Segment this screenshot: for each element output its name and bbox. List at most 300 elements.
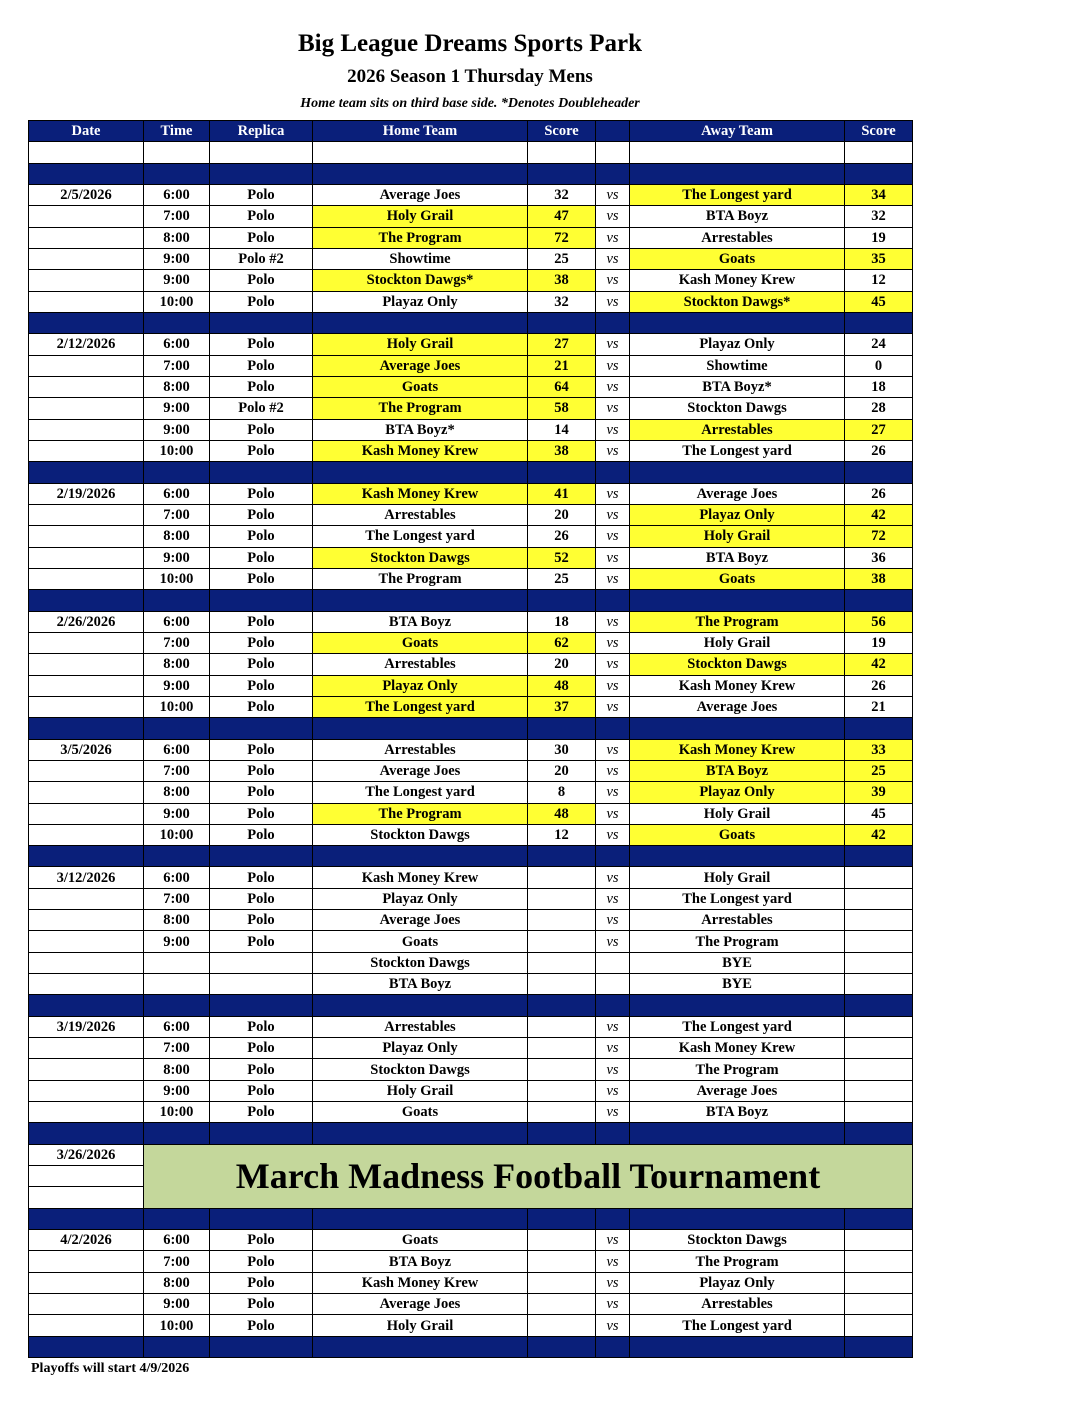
- empty-cell: [29, 995, 144, 1016]
- field-name: Polo: [210, 632, 313, 653]
- table-header-row: [29, 121, 913, 142]
- empty-cell: [29, 824, 144, 845]
- tournament-banner: March Madness Football Tournament: [144, 1144, 913, 1208]
- game-time: 10:00: [144, 696, 210, 717]
- home-score: [528, 910, 596, 931]
- home-team: Showtime: [313, 248, 528, 269]
- field-name: Polo: [210, 1016, 313, 1037]
- home-team: The Program: [313, 398, 528, 419]
- footer-note: Playoffs will start 4/9/2026: [31, 1361, 190, 1376]
- home-score: 37: [528, 696, 596, 717]
- away-score: [845, 1251, 913, 1272]
- away-team: The Program: [630, 1059, 845, 1080]
- empty-cell: [630, 1123, 845, 1144]
- home-score: [528, 1080, 596, 1101]
- empty-cell: [29, 931, 144, 952]
- home-team: Average Joes: [313, 355, 528, 376]
- away-team: Stockton Dawgs*: [630, 291, 845, 312]
- field-name: Polo: [210, 1102, 313, 1123]
- away-score: [845, 1315, 913, 1336]
- home-team: Average Joes: [313, 910, 528, 931]
- week-date: 3/19/2026: [29, 1016, 144, 1037]
- away-score: [845, 1230, 913, 1251]
- empty-cell: [630, 312, 845, 333]
- home-score: 12: [528, 824, 596, 845]
- game-time: 7:00: [144, 504, 210, 525]
- vs-label: vs: [596, 504, 630, 525]
- game-time: 7:00: [144, 632, 210, 653]
- col-header-vs: [596, 121, 630, 142]
- field-name: Polo: [210, 206, 313, 227]
- away-team: The Longest yard: [630, 888, 845, 909]
- home-score: 26: [528, 526, 596, 547]
- away-team: Holy Grail: [630, 803, 845, 824]
- game-time: 6:00: [144, 1230, 210, 1251]
- away-team: BTA Boyz: [630, 547, 845, 568]
- empty-cell: [29, 270, 144, 291]
- away-score: 33: [845, 739, 913, 760]
- home-score: 62: [528, 632, 596, 653]
- away-score: [845, 1294, 913, 1315]
- week-separator: [29, 590, 913, 611]
- empty-cell: [845, 1208, 913, 1229]
- field-name: Polo: [210, 1080, 313, 1101]
- empty-cell: [29, 462, 144, 483]
- empty-cell: [630, 462, 845, 483]
- empty-cell: [29, 440, 144, 461]
- empty-cell: [210, 718, 313, 739]
- away-team: BTA Boyz: [630, 760, 845, 781]
- empty-cell: [29, 504, 144, 525]
- game-time: 8:00: [144, 654, 210, 675]
- vs-label: vs: [596, 654, 630, 675]
- vs-label: vs: [596, 1315, 630, 1336]
- home-score: 38: [528, 440, 596, 461]
- empty-cell: [29, 910, 144, 931]
- game-row: [29, 888, 913, 909]
- empty-cell: [29, 376, 144, 397]
- vs-label: vs: [596, 910, 630, 931]
- field-name: [210, 974, 313, 995]
- vs-label: vs: [596, 1251, 630, 1272]
- empty-cell: [313, 163, 528, 184]
- vs-label: vs: [596, 483, 630, 504]
- away-score: 0: [845, 355, 913, 376]
- away-team: Kash Money Krew: [630, 675, 845, 696]
- away-team: The Program: [630, 1251, 845, 1272]
- home-team: Playaz Only: [313, 1038, 528, 1059]
- empty-cell: [29, 1166, 144, 1187]
- field-name: Polo: [210, 1038, 313, 1059]
- vs-label: vs: [596, 1059, 630, 1080]
- home-team: Goats: [313, 376, 528, 397]
- home-team: Stockton Dawgs: [313, 547, 528, 568]
- vs-label: [596, 952, 630, 973]
- empty-cell: [210, 312, 313, 333]
- week-separator: [29, 718, 913, 739]
- vs-label: vs: [596, 334, 630, 355]
- vs-label: vs: [596, 547, 630, 568]
- game-time: 9:00: [144, 1080, 210, 1101]
- empty-cell: [845, 590, 913, 611]
- empty-cell: [29, 142, 144, 163]
- game-row: [29, 696, 913, 717]
- game-time: [144, 974, 210, 995]
- field-name: Polo: [210, 1294, 313, 1315]
- game-time: 8:00: [144, 1272, 210, 1293]
- vs-label: vs: [596, 632, 630, 653]
- away-team: The Program: [630, 611, 845, 632]
- game-row: [29, 1230, 913, 1251]
- game-time: 9:00: [144, 248, 210, 269]
- away-score: 36: [845, 547, 913, 568]
- home-team: The Longest yard: [313, 526, 528, 547]
- empty-cell: [29, 1102, 144, 1123]
- game-time: 9:00: [144, 803, 210, 824]
- home-team: Average Joes: [313, 1294, 528, 1315]
- vs-label: vs: [596, 270, 630, 291]
- home-team: Kash Money Krew: [313, 1272, 528, 1293]
- game-row: [29, 1294, 913, 1315]
- game-row: [29, 1016, 913, 1037]
- home-team: Arrestables: [313, 654, 528, 675]
- field-name: Polo: [210, 782, 313, 803]
- home-team: The Program: [313, 227, 528, 248]
- away-team: Stockton Dawgs: [630, 654, 845, 675]
- empty-cell: [29, 782, 144, 803]
- empty-cell: [313, 995, 528, 1016]
- week-separator: [29, 312, 913, 333]
- game-time: 10:00: [144, 1102, 210, 1123]
- away-team: Playaz Only: [630, 504, 845, 525]
- vs-label: vs: [596, 1102, 630, 1123]
- home-team: Kash Money Krew: [313, 867, 528, 888]
- home-score: 47: [528, 206, 596, 227]
- home-score: [528, 1102, 596, 1123]
- home-team: BTA Boyz*: [313, 419, 528, 440]
- field-name: Polo: [210, 910, 313, 931]
- col-header-away-team: Away Team: [630, 121, 845, 142]
- game-row: [29, 334, 913, 355]
- empty-cell: [596, 590, 630, 611]
- game-time: 8:00: [144, 227, 210, 248]
- home-score: 32: [528, 291, 596, 312]
- away-team: Average Joes: [630, 696, 845, 717]
- empty-cell: [596, 163, 630, 184]
- home-team: The Program: [313, 568, 528, 589]
- empty-cell: [845, 995, 913, 1016]
- away-score: 39: [845, 782, 913, 803]
- empty-cell: [313, 462, 528, 483]
- game-row: [29, 910, 913, 931]
- away-team: Holy Grail: [630, 526, 845, 547]
- home-score: [528, 974, 596, 995]
- empty-cell: [596, 312, 630, 333]
- field-name: Polo #2: [210, 248, 313, 269]
- empty-cell: [313, 718, 528, 739]
- empty-cell: [29, 760, 144, 781]
- away-team: BTA Boyz*: [630, 376, 845, 397]
- home-score: 21: [528, 355, 596, 376]
- game-time: 6:00: [144, 1016, 210, 1037]
- empty-cell: [528, 312, 596, 333]
- field-name: Polo: [210, 547, 313, 568]
- home-team: The Longest yard: [313, 782, 528, 803]
- vs-label: vs: [596, 1230, 630, 1251]
- home-team: Holy Grail: [313, 1315, 528, 1336]
- game-time: 10:00: [144, 1315, 210, 1336]
- empty-cell: [210, 995, 313, 1016]
- empty-cell: [29, 952, 144, 973]
- vs-label: vs: [596, 824, 630, 845]
- field-name: Polo: [210, 760, 313, 781]
- game-row: [29, 547, 913, 568]
- empty-cell: [528, 163, 596, 184]
- away-team: Kash Money Krew: [630, 1038, 845, 1059]
- away-score: [845, 888, 913, 909]
- game-time: 6:00: [144, 611, 210, 632]
- empty-cell: [596, 995, 630, 1016]
- home-team: The Program: [313, 803, 528, 824]
- game-row: [29, 270, 913, 291]
- vs-label: vs: [596, 184, 630, 205]
- empty-cell: [210, 462, 313, 483]
- away-score: [845, 974, 913, 995]
- empty-cell: [528, 462, 596, 483]
- game-time: 10:00: [144, 824, 210, 845]
- page-subtitle: 2026 Season 1 Thursday Mens: [347, 66, 593, 87]
- away-team: BYE: [630, 952, 845, 973]
- vs-label: vs: [596, 526, 630, 547]
- empty-cell: [29, 291, 144, 312]
- away-score: 24: [845, 334, 913, 355]
- home-score: 52: [528, 547, 596, 568]
- vs-label: vs: [596, 248, 630, 269]
- game-row: [29, 931, 913, 952]
- home-team: Goats: [313, 1230, 528, 1251]
- week-date: 2/26/2026: [29, 611, 144, 632]
- col-header-home-score: Score: [528, 121, 596, 142]
- away-score: [845, 1080, 913, 1101]
- blank-row: [29, 142, 913, 163]
- home-score: 18: [528, 611, 596, 632]
- page-title: Big League Dreams Sports Park: [298, 30, 642, 57]
- away-team: The Longest yard: [630, 1315, 845, 1336]
- empty-cell: [845, 1123, 913, 1144]
- away-score: [845, 1059, 913, 1080]
- empty-cell: [596, 142, 630, 163]
- game-time: 7:00: [144, 355, 210, 376]
- game-time: 6:00: [144, 867, 210, 888]
- week-separator: [29, 462, 913, 483]
- game-row: [29, 355, 913, 376]
- away-team: Goats: [630, 568, 845, 589]
- game-row: [29, 952, 913, 973]
- empty-cell: [29, 1080, 144, 1101]
- field-name: Polo: [210, 867, 313, 888]
- schedule-note: Home team sits on third base side. *Denotes Doubleheader: [300, 96, 640, 111]
- field-name: Polo: [210, 184, 313, 205]
- empty-cell: [528, 846, 596, 867]
- field-name: Polo: [210, 1315, 313, 1336]
- game-time: 9:00: [144, 398, 210, 419]
- away-score: 12: [845, 270, 913, 291]
- game-time: 10:00: [144, 291, 210, 312]
- empty-cell: [144, 1208, 210, 1229]
- away-score: 72: [845, 526, 913, 547]
- game-row: [29, 398, 913, 419]
- away-score: 32: [845, 206, 913, 227]
- game-row: [29, 206, 913, 227]
- away-score: [845, 1038, 913, 1059]
- game-time: 9:00: [144, 270, 210, 291]
- empty-cell: [29, 206, 144, 227]
- game-time: 8:00: [144, 910, 210, 931]
- game-row: [29, 504, 913, 525]
- col-header-replica: Replica: [210, 121, 313, 142]
- week-date: 3/12/2026: [29, 867, 144, 888]
- empty-cell: [144, 142, 210, 163]
- empty-cell: [29, 248, 144, 269]
- vs-label: vs: [596, 867, 630, 888]
- home-team: Average Joes: [313, 184, 528, 205]
- empty-cell: [313, 1123, 528, 1144]
- field-name: Polo: [210, 504, 313, 525]
- game-time: 6:00: [144, 334, 210, 355]
- field-name: Polo: [210, 675, 313, 696]
- away-score: [845, 931, 913, 952]
- week-separator: [29, 995, 913, 1016]
- game-row: [29, 1038, 913, 1059]
- away-score: 35: [845, 248, 913, 269]
- empty-cell: [596, 1123, 630, 1144]
- empty-cell: [29, 888, 144, 909]
- field-name: Polo: [210, 355, 313, 376]
- week-separator: [29, 1336, 913, 1357]
- home-team: Stockton Dawgs: [313, 1059, 528, 1080]
- home-team: Average Joes: [313, 760, 528, 781]
- game-row: [29, 1251, 913, 1272]
- game-time: 7:00: [144, 1038, 210, 1059]
- home-team: Goats: [313, 931, 528, 952]
- week-date: 2/12/2026: [29, 334, 144, 355]
- game-time: 7:00: [144, 1251, 210, 1272]
- game-row: [29, 1102, 913, 1123]
- empty-cell: [313, 312, 528, 333]
- game-row: [29, 782, 913, 803]
- empty-cell: [29, 312, 144, 333]
- away-team: Showtime: [630, 355, 845, 376]
- empty-cell: [29, 974, 144, 995]
- empty-cell: [630, 1336, 845, 1357]
- away-team: Holy Grail: [630, 867, 845, 888]
- away-score: [845, 910, 913, 931]
- empty-cell: [144, 1123, 210, 1144]
- field-name: Polo: [210, 1272, 313, 1293]
- empty-cell: [596, 1336, 630, 1357]
- vs-label: vs: [596, 760, 630, 781]
- game-time: 6:00: [144, 184, 210, 205]
- game-time: 9:00: [144, 931, 210, 952]
- empty-cell: [313, 1208, 528, 1229]
- vs-label: vs: [596, 696, 630, 717]
- home-team: Kash Money Krew: [313, 440, 528, 461]
- home-score: 32: [528, 184, 596, 205]
- game-time: 8:00: [144, 526, 210, 547]
- away-score: [845, 952, 913, 973]
- field-name: Polo: [210, 291, 313, 312]
- empty-cell: [528, 590, 596, 611]
- home-score: 48: [528, 803, 596, 824]
- vs-label: vs: [596, 1016, 630, 1037]
- col-header-away-score: Score: [845, 121, 913, 142]
- empty-cell: [144, 718, 210, 739]
- game-time: 7:00: [144, 206, 210, 227]
- home-score: [528, 1272, 596, 1293]
- empty-cell: [528, 1123, 596, 1144]
- schedule-table: [28, 120, 913, 1358]
- home-score: 25: [528, 248, 596, 269]
- away-team: Kash Money Krew: [630, 270, 845, 291]
- away-score: [845, 867, 913, 888]
- empty-cell: [144, 163, 210, 184]
- week-separator: [29, 1208, 913, 1229]
- home-score: [528, 1294, 596, 1315]
- empty-cell: [29, 526, 144, 547]
- away-score: 38: [845, 568, 913, 589]
- field-name: Polo: [210, 654, 313, 675]
- home-score: 64: [528, 376, 596, 397]
- empty-cell: [29, 355, 144, 376]
- empty-cell: [630, 142, 845, 163]
- away-score: 34: [845, 184, 913, 205]
- empty-cell: [313, 142, 528, 163]
- game-row: [29, 227, 913, 248]
- field-name: Polo: [210, 1059, 313, 1080]
- vs-label: vs: [596, 206, 630, 227]
- home-team: Goats: [313, 632, 528, 653]
- vs-label: vs: [596, 568, 630, 589]
- away-team: Arrestables: [630, 910, 845, 931]
- home-score: [528, 1230, 596, 1251]
- empty-cell: [29, 803, 144, 824]
- field-name: Polo: [210, 824, 313, 845]
- game-row: [29, 526, 913, 547]
- game-time: 7:00: [144, 760, 210, 781]
- empty-cell: [630, 846, 845, 867]
- game-time: 10:00: [144, 440, 210, 461]
- empty-cell: [313, 590, 528, 611]
- empty-cell: [528, 1208, 596, 1229]
- field-name: Polo: [210, 334, 313, 355]
- empty-cell: [144, 1336, 210, 1357]
- game-row: [29, 568, 913, 589]
- empty-cell: [630, 1208, 845, 1229]
- col-header-time: Time: [144, 121, 210, 142]
- empty-cell: [630, 163, 845, 184]
- home-score: 14: [528, 419, 596, 440]
- empty-cell: [29, 1123, 144, 1144]
- home-score: [528, 1016, 596, 1037]
- empty-cell: [29, 1038, 144, 1059]
- empty-cell: [210, 1336, 313, 1357]
- away-score: 42: [845, 824, 913, 845]
- empty-cell: [630, 718, 845, 739]
- game-row: [29, 1315, 913, 1336]
- home-score: 25: [528, 568, 596, 589]
- field-name: Polo: [210, 888, 313, 909]
- vs-label: vs: [596, 888, 630, 909]
